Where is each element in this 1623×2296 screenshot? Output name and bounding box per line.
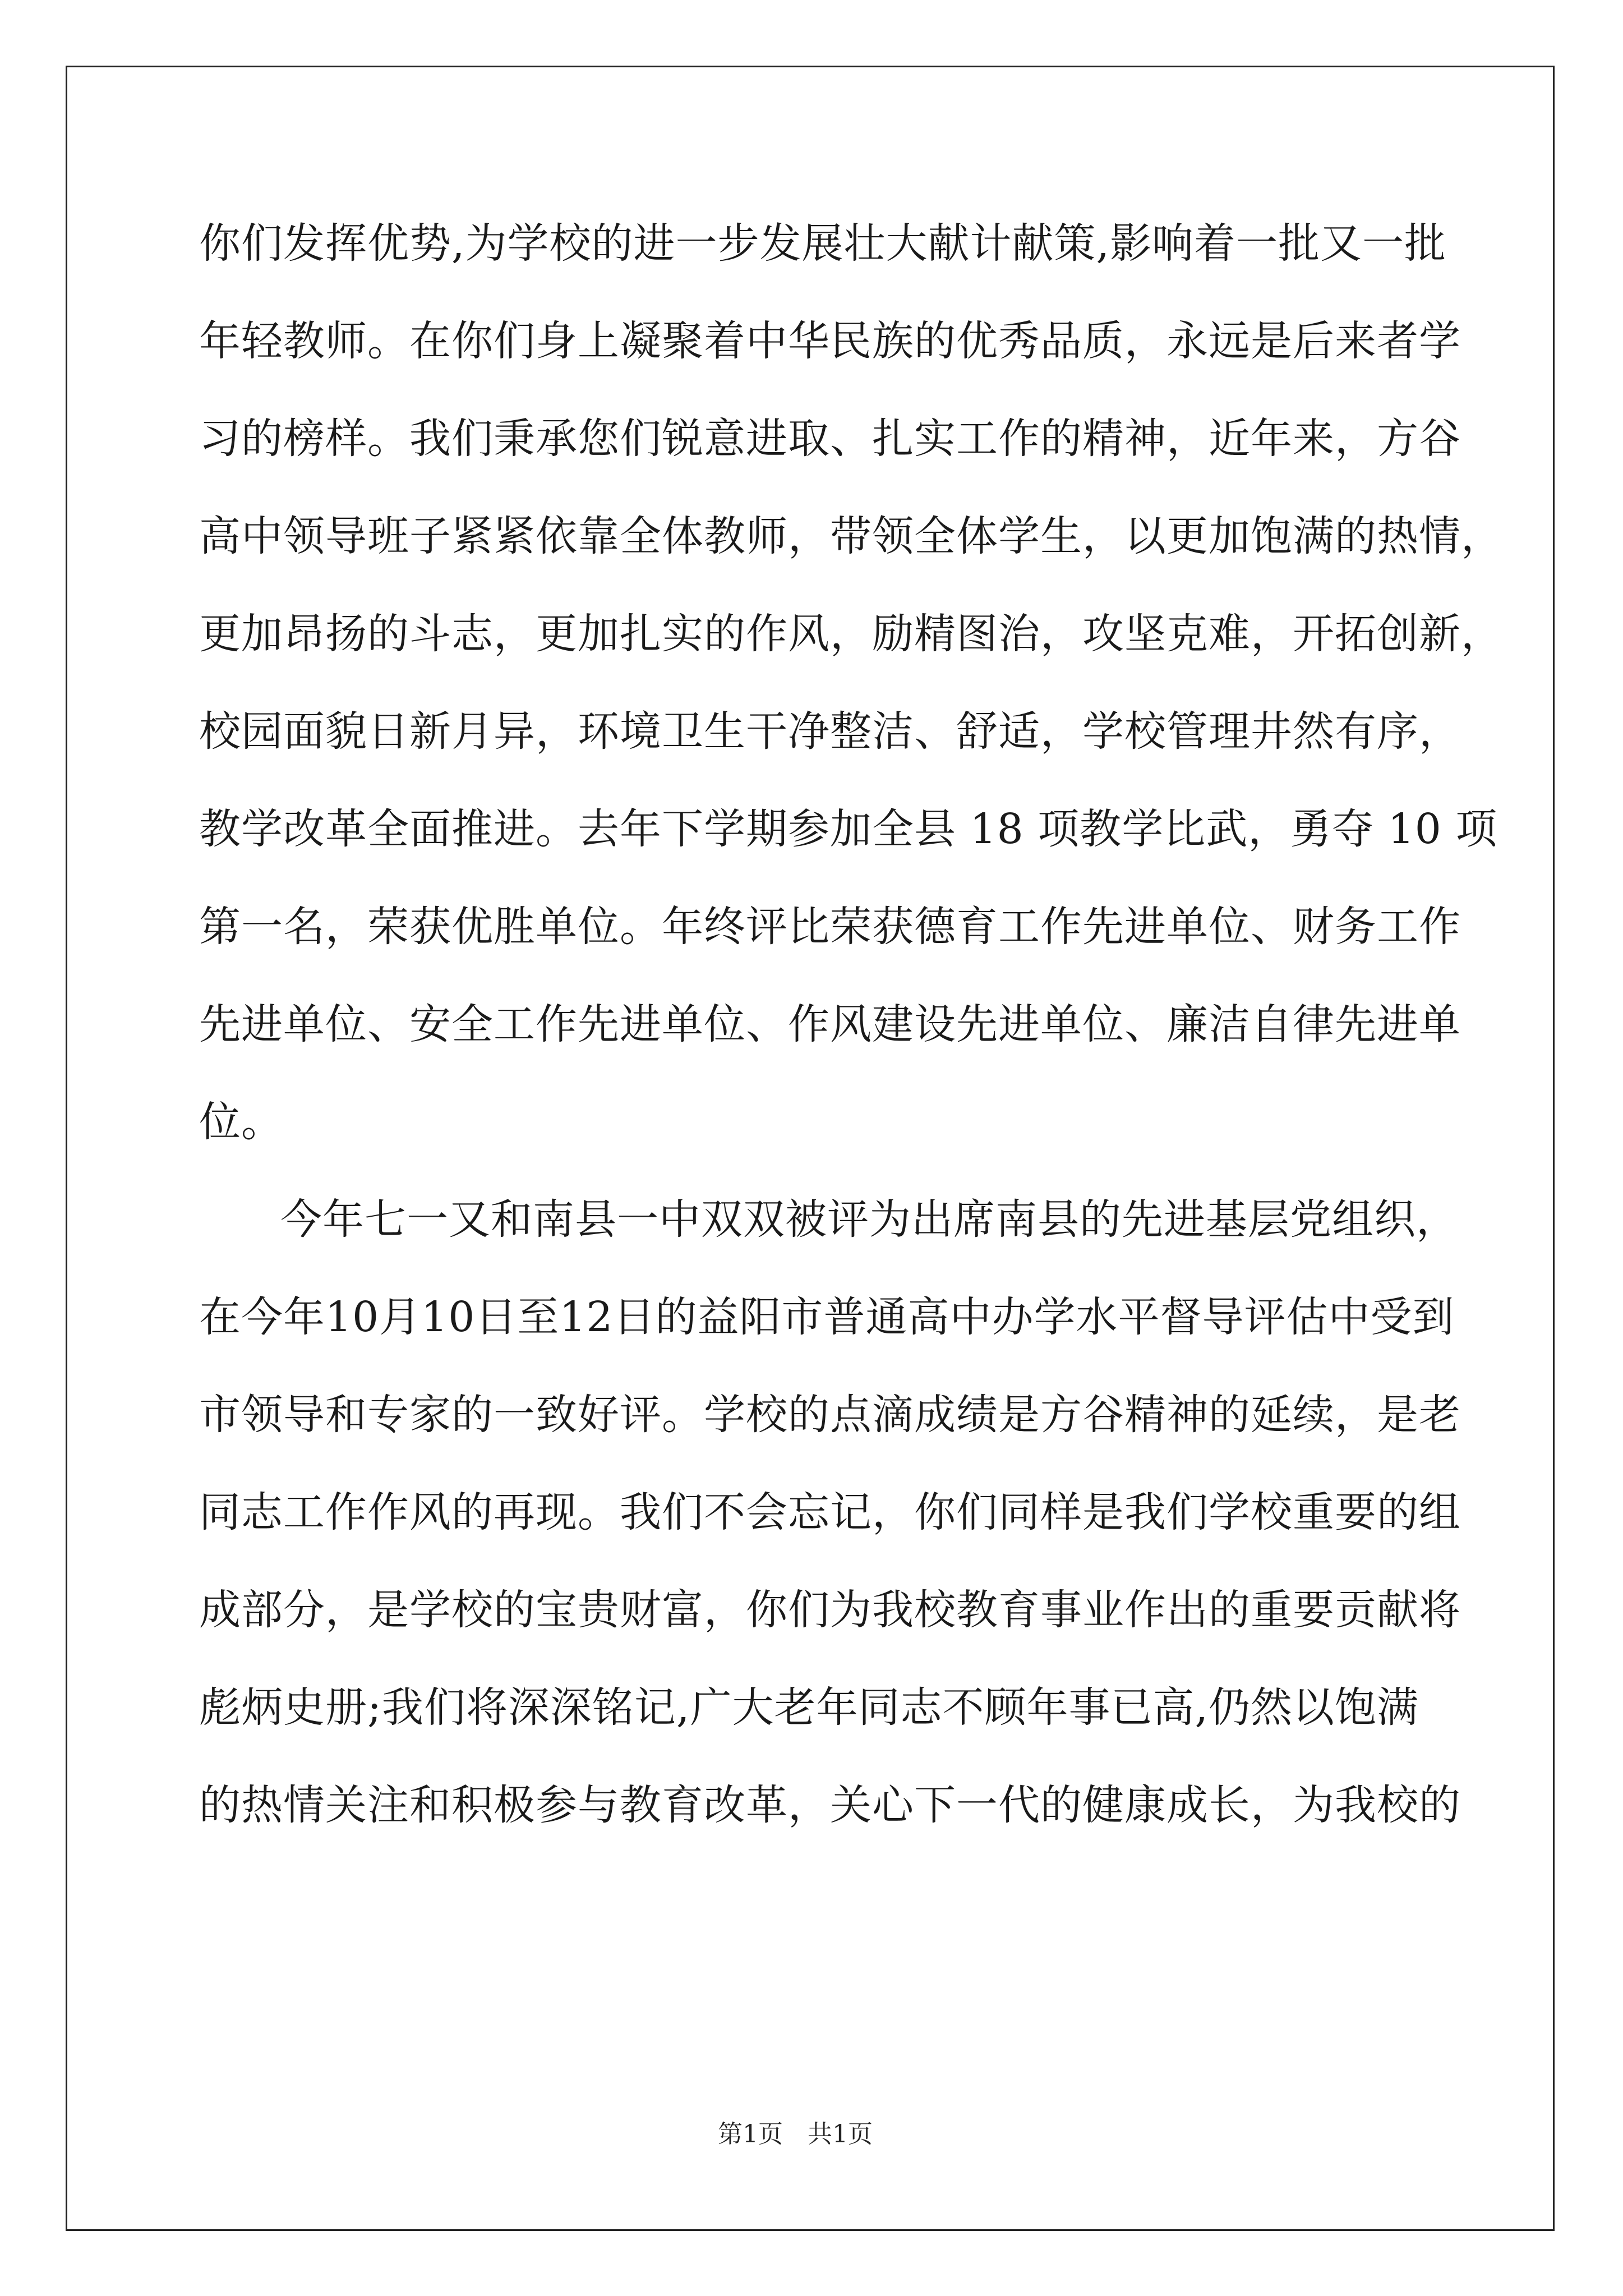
text-line-14: 同志工作作风的再现。我们不会忘记，你们同样是我们学校重要的组 xyxy=(199,1488,1461,1536)
text-line-16: 彪炳史册;我们将深深铭记,广大老年同志不顾年事已高,仍然以饱满 xyxy=(199,1683,1419,1732)
page-footer: 第1页 共1页 xyxy=(718,2120,873,2148)
text-line-7: 教学改革全面推进。去年下学期参加全县 18 项教学比武，勇夺 10 项 xyxy=(199,805,1498,853)
text-line-15: 成部分，是学校的宝贵财富，你们为我校教育事业作出的重要贡献将 xyxy=(199,1586,1461,1634)
text-line-9: 先进单位、安全工作先进单位、作风建设先进单位、廉洁自律先进单 xyxy=(199,1000,1461,1048)
text-line-11: 今年七一又和南县一中双双被评为出席南县的先进基层党组织， xyxy=(280,1195,1458,1244)
text-line-1: 你们发挥优势,为学校的进一步发展壮大献计献策,影响着一批又一批 xyxy=(199,219,1447,268)
text-line-10: 位。 xyxy=(199,1098,283,1146)
text-line-4: 高中领导班子紧紧依靠全体教师，带领全体学生，以更加饱满的热情， xyxy=(199,512,1503,560)
text-line-12: 在今年10月10日至12日的益阳市普通高中办学水平督导评估中受到 xyxy=(199,1293,1455,1341)
text-line-17: 的热情关注和积极参与教育改革，关心下一代的健康成长，为我校的 xyxy=(199,1781,1461,1829)
text-line-5: 更加昂扬的斗志，更加扎实的作风，励精图治，攻坚克难，开拓创新， xyxy=(199,610,1503,658)
text-line-13: 市领导和专家的一致好评。学校的点滴成绩是方谷精神的延续，是老 xyxy=(199,1391,1461,1439)
page-border xyxy=(66,66,1555,2231)
text-line-3: 习的榜样。我们秉承您们锐意进取、扎实工作的精神，近年来，方谷 xyxy=(199,415,1461,463)
text-line-8: 第一名，荣获优胜单位。年终评比荣获德育工作先进单位、财务工作 xyxy=(199,903,1461,951)
text-line-2: 年轻教师。在你们身上凝聚着中华民族的优秀品质，永远是后来者学 xyxy=(199,317,1461,365)
text-line-6: 校园面貌日新月异，环境卫生干净整洁、舒适，学校管理井然有序， xyxy=(199,707,1461,756)
